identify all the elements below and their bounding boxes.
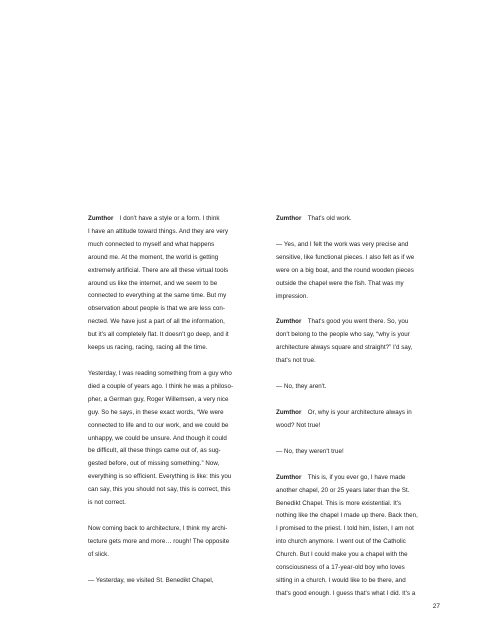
text-line	[88, 213, 266, 226]
text-line	[88, 549, 266, 562]
line-text: I have an attitude toward things. And they are very	[88, 227, 229, 235]
line-text: Benedikt Chapel. This is more existential. It's	[276, 499, 402, 507]
line-text: — No, they weren't true!	[276, 447, 344, 455]
line-text: Or, why is your architecture always in	[307, 408, 412, 416]
line-text: around us like the internet, and we seem to be	[88, 279, 218, 287]
text-line	[276, 498, 454, 511]
text-line	[88, 239, 266, 252]
speaker-name: Zumthor	[276, 408, 302, 416]
line-text: were on a big boat, and the round wooden pieces	[276, 266, 414, 274]
text-line	[88, 368, 266, 381]
text-line	[88, 471, 266, 484]
line-text: pher, a German guy, Roger Willemsen, a very nice	[88, 395, 229, 403]
paragraph	[276, 472, 454, 601]
text-line	[88, 226, 266, 239]
line-text: outside the chapel were the fish. That was my	[276, 279, 404, 287]
text-line	[88, 575, 266, 588]
speaker-name: Zumthor	[276, 473, 302, 481]
text-line	[276, 407, 454, 420]
paragraph	[88, 575, 266, 588]
text-line	[276, 342, 454, 355]
line-text: keeps us racing, racing, racing all the time.	[88, 344, 208, 352]
line-text: don't belong to the people who say, “why is your	[276, 331, 410, 339]
speaker-name: Zumthor	[88, 215, 114, 222]
paragraph	[276, 381, 454, 394]
text-line	[88, 329, 266, 342]
text-line	[276, 265, 454, 278]
line-text: wood? Not true!	[276, 421, 321, 429]
line-text: be difficult, all these things came out of, as sug-	[88, 447, 221, 455]
text-line	[88, 497, 266, 510]
line-text: but it's all completely flat. It doesn't go deep, and it	[88, 331, 229, 339]
paragraph	[88, 523, 266, 562]
paragraph	[276, 213, 454, 226]
line-text: Now coming back to architecture, I think my archi-	[88, 524, 228, 532]
line-text: — Yes, and I felt the work was very precise and	[276, 240, 409, 248]
text-line	[276, 446, 454, 459]
paragraph	[276, 407, 454, 433]
text-line	[88, 342, 266, 355]
line-text: that's not true.	[276, 357, 316, 365]
text-line	[276, 239, 454, 252]
line-text: connected to everything at the same time. But my	[88, 292, 227, 300]
line-text: guy. So he says, in these exact words, “We were	[88, 408, 224, 416]
text-line	[276, 575, 454, 588]
text-line	[88, 484, 266, 497]
line-text: This is, if you ever go, I have made	[307, 473, 406, 481]
text-line	[276, 252, 454, 265]
text-line	[88, 445, 266, 458]
paragraph	[276, 316, 454, 368]
page-number: 27	[432, 603, 440, 610]
text-line	[88, 290, 266, 303]
line-text: That's good you went there. So, you	[307, 318, 409, 326]
text-line	[276, 329, 454, 342]
text-line	[88, 316, 266, 329]
text-line	[276, 523, 454, 536]
line-text: can say, this you should not say, this is correct, this	[88, 486, 231, 494]
line-text: impression.	[276, 292, 309, 300]
text-line	[88, 381, 266, 394]
text-line	[88, 278, 266, 291]
text-line	[88, 458, 266, 471]
text-line	[276, 562, 454, 575]
speaker-name: Zumthor	[276, 215, 302, 222]
line-text: architecture always square and straight?” I'd say,	[276, 344, 413, 352]
text-line	[88, 536, 266, 549]
text-line	[276, 472, 454, 485]
text-line	[88, 394, 266, 407]
line-text: nothing like the chapel I made up there. Back then,	[276, 512, 418, 520]
line-text: I don't have a style or a form. I think	[119, 215, 220, 222]
line-text: around me. At the moment, the world is getting	[88, 253, 219, 261]
line-text: consciousness of a 17-year-old boy who loves	[276, 564, 405, 572]
line-text: sitting in a church. I would like to be there, and	[276, 576, 406, 584]
text-line	[88, 433, 266, 446]
line-text: another chapel, 20 or 25 years later than the St.	[276, 486, 410, 494]
line-text: That's old work.	[307, 215, 352, 222]
text-line	[276, 355, 454, 368]
line-text: I promised to the priest. I told him, listen, I am not	[276, 525, 414, 533]
line-text: nected. We have just a part of all the information,	[88, 318, 225, 326]
line-text: that's good enough. I guess that's what I did. It's a	[276, 589, 416, 597]
line-text: much connected to myself and what happens	[88, 240, 215, 248]
paragraph	[88, 368, 266, 510]
line-text: sensitive, like functional pieces. I also felt as if we	[276, 253, 415, 261]
text-line	[88, 523, 266, 536]
text-line	[276, 536, 454, 549]
line-text: gested before, out of missing something.” Now,	[88, 460, 220, 468]
text-line	[276, 549, 454, 562]
text-line	[88, 252, 266, 265]
paragraph	[276, 239, 454, 304]
line-text: everything is so efficient. Everything is like: this you	[88, 473, 232, 481]
line-text: — Yesterday, we visited St. Benedikt Chapel,	[88, 576, 214, 584]
paragraph	[276, 446, 454, 459]
line-text: Church. But I could make you a chapel with the	[276, 551, 408, 559]
text-line	[276, 420, 454, 433]
line-text: died a couple of years ago. I think he was a philoso-	[88, 382, 234, 390]
text-line	[88, 303, 266, 316]
text-line	[276, 485, 454, 498]
line-text: connected to life and to our work, and we could be	[88, 421, 229, 429]
line-text: unhappy, we could be unsure. And though it could	[88, 434, 227, 442]
text-line	[276, 278, 454, 291]
line-text: is not correct.	[88, 499, 126, 507]
line-text: tecture gets more and more… rough! The opposite	[88, 537, 230, 545]
line-text: extremely artificial. There are all these virtual tools	[88, 266, 229, 274]
line-text: into church anymore. I went out of the Catholic	[276, 538, 406, 546]
text-line	[276, 381, 454, 394]
left-column	[88, 213, 266, 601]
speaker-name: Zumthor	[276, 318, 302, 326]
line-text: observation about people is that we are less con-	[88, 305, 225, 313]
paragraph	[88, 213, 266, 355]
text-line	[88, 407, 266, 420]
text-line	[276, 291, 454, 304]
right-column	[276, 213, 454, 614]
text-line	[276, 588, 454, 601]
text-line	[276, 213, 454, 226]
text-line	[276, 316, 454, 329]
text-line	[276, 510, 454, 523]
line-text: of slick.	[88, 550, 110, 558]
line-text: Yesterday, I was reading something from a guy who	[88, 369, 232, 377]
line-text: — No, they aren't.	[276, 383, 327, 391]
text-line	[88, 265, 266, 278]
text-line	[88, 420, 266, 433]
